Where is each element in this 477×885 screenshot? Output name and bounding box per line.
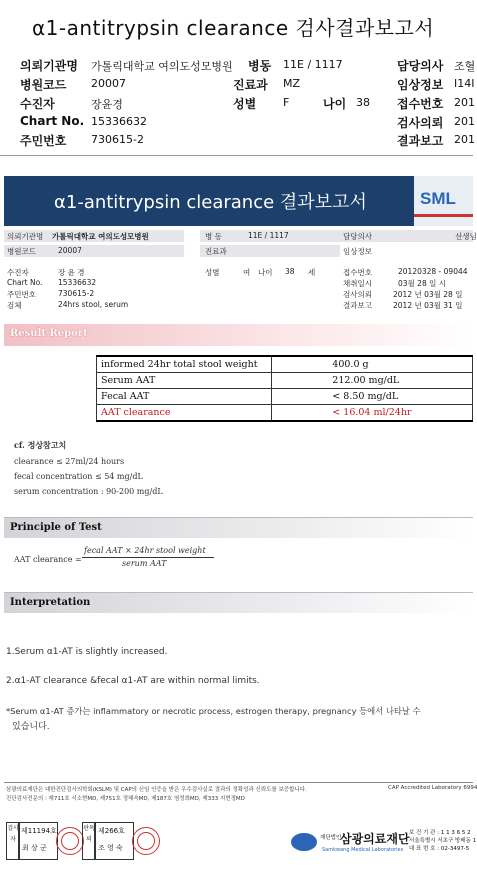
reference-line: clearance ≤ 27ml/24 hours [14,457,125,466]
chart-label: Chart No. [20,114,85,128]
info-age-value: 38 [285,267,295,276]
code-value: 20007 [91,77,126,90]
ward-label: 병동 [248,59,272,73]
result-value: < 16.04 ml/24hr [272,405,473,422]
info-ward-label: 병 동 [205,232,222,241]
interpretation-line: *Serum α1-AT 증가는 inflammatory or necrotic process, estrogen therapy, pregnancy 등에서 나타날 수 [6,706,421,716]
info-result-label: 결과보고 [343,301,372,310]
reference-title: cf. 정상참고치 [14,440,67,450]
result-label: 결과보고 [397,134,444,148]
sml-logo-text: SML [420,189,456,208]
reference-line: fecal concentration ≤ 54 mg/dL [14,472,143,481]
patient-label: 수진자 [20,97,55,111]
signer2-no: 제266호 [98,827,125,835]
info-ward-value: 11E / 1117 [248,231,289,240]
header-divider [0,155,473,156]
sml-logo [414,176,473,226]
info-request-value: 2012 년 03월 28 일 [393,290,463,299]
result-value: 400.0 g [272,356,473,373]
info-specimen-label: 검체 [7,301,22,310]
info-patient-label: 수진자 [7,268,29,277]
info-result-value: 2012 년 03월 31 일 [393,301,463,310]
table-row [97,405,473,422]
principle-label: Principle of Test [10,522,102,533]
footer-line2: 진단검사전문의 : 제711호 서소현MD, 제751호 정혜숙MD, 제187호 염정희MD, 제333 지현정MD [6,796,245,802]
table-row [97,373,473,389]
report-banner [4,176,414,226]
result-name: Fecal AAT [97,389,272,405]
info-doctor-value: 선생님 [455,232,477,241]
signer1-no: 제11194호 [21,827,57,835]
request-value: 201 [454,115,475,128]
footer-line1: 삼광의료재단은 대한진단검사의학회(KSLM) 및 CAP의 신임 인증을 받은 우수검사실로 결과의 정확성과 신뢰도를 보증합니다. [6,787,307,793]
dept-value: MZ [283,77,301,90]
signer1-name: 최 상 군 [22,844,47,852]
chart-value: 15336632 [91,115,147,128]
interpretation-line: 있습니다. [12,722,50,732]
inst-label: 의뢰기관명 [20,59,78,73]
result-value: 201 [454,133,475,146]
info-sex-value: 여 [243,268,251,277]
principle-header [4,517,473,538]
info-receipt-label: 접수번호 [343,268,372,277]
interpretation-line: 1.Serum α1-AT is slightly increased. [6,647,168,657]
info-inst-label: 의뢰기관명 [7,232,44,241]
scanned-report [0,172,477,885]
org-addr2: 서울특별시 서초구 방배동 1 [409,838,477,844]
ward-value: 11E / 1117 [283,58,343,71]
banner-title: α1-antitrypsin clearance 결과보고서 [54,192,367,213]
receipt-label: 접수번호 [397,97,444,111]
signer1-label: 검사자 [6,822,20,860]
org-en: Samkwang Medical Laboratories [322,847,404,853]
signer2-box [94,822,134,860]
doctor-label: 담당의사 [397,59,444,73]
reference-line: serum concentration : 90-200 mg/dL [14,487,163,496]
code-label: 병원코드 [20,78,67,92]
sex-label: 성별 [233,97,257,111]
clinical-label: 임상정보 [397,78,444,92]
info-collect-value: 03월 28 일 시 [398,279,446,288]
info-age-unit: 세 [308,268,316,277]
inst-value: 가톨릭대학교 여의도성모병원 [91,60,233,73]
info-rrn-value: 730615-2 [58,289,95,298]
org-prefix: 재단법인 [320,835,342,841]
cap-label: CAP Accredited Laboratory 6994 [388,785,477,791]
fraction-bar [82,557,214,558]
result-report-header [4,324,473,346]
request-label: 검사의뢰 [397,116,444,130]
sml-org-logo-icon [291,833,317,851]
interpretation-line: 2.α1-AT clearance &fecal α1-AT are within normal limits. [6,676,260,686]
info-chart-label: Chart No. [7,278,43,287]
table-row [97,356,473,373]
info-age-label: 나이 [258,268,273,277]
result-value: < 8.50 mg/dL [272,389,473,405]
result-report-label: Result Report [10,328,88,339]
signer2-seal-icon [132,827,160,855]
info-specimen-value: 24hrs stool, serum [58,300,129,309]
info-clinical-label: 임상정보 [343,247,372,256]
info-sex-label: 성별 [205,268,220,277]
dept-label: 진료과 [233,78,268,92]
age-value: 38 [356,96,370,109]
receipt-value: 201 [454,96,475,109]
info-chart-value: 15336632 [58,278,97,287]
formula-left: AAT clearance = [14,555,82,564]
sex-value: F [283,96,290,109]
signer2-name: 조 영 숙 [98,844,123,852]
info-request-label: 검사의뢰 [343,290,372,299]
formula-numerator: fecal AAT × 24hr stool weight [84,546,206,555]
rrn-label: 주민번호 [20,134,67,148]
info-dept-label: 진료과 [205,247,227,256]
signer1-box [18,822,58,860]
interpretation-header [4,592,473,613]
patient-value: 장윤경 [91,98,123,111]
info-receipt-value: 20120328 - 09044 [398,267,468,276]
signer1-seal-icon [56,827,84,855]
info-code-label: 병원코드 [7,247,36,256]
info-rrn-label: 주민번호 [7,290,36,299]
result-value: 212.00 mg/dL [272,373,473,389]
footer-divider [4,782,473,783]
sml-logo-underline [414,214,473,217]
interpretation-label: Interpretation [10,597,91,608]
rrn-value: 730615-2 [91,133,144,146]
org-addr1: 보 건 기 관 : 1 1 3 6 5 2 [409,830,471,836]
formula-denominator: serum AAT [122,559,167,568]
info-inst-value: 가톨릭대학교 여의도성모병원 [52,232,149,241]
result-name: Serum AAT [97,373,272,389]
info-doctor-label: 담당의사 [343,232,372,241]
signer2-label: 판독의 [82,822,96,860]
doctor-value: 조혈 [454,60,476,73]
table-row [97,389,473,405]
org-addr3: 대 표 번 호 : 02-3497-5 [409,846,470,852]
result-name: informed 24hr total stool weight [97,356,272,373]
info-code-value: 20007 [58,246,82,255]
info-patient-value: 장 윤 경 [58,268,85,277]
info-collect-label: 채취일시 [343,279,372,288]
result-name: AAT clearance [97,405,272,422]
report-title: α1-antitrypsin clearance 검사결과보고서 [32,16,435,40]
org-name: 삼광의료재단 [340,832,410,846]
clinical-value: I14I [454,77,475,90]
age-label: 나이 [323,97,347,111]
result-table [96,355,473,422]
